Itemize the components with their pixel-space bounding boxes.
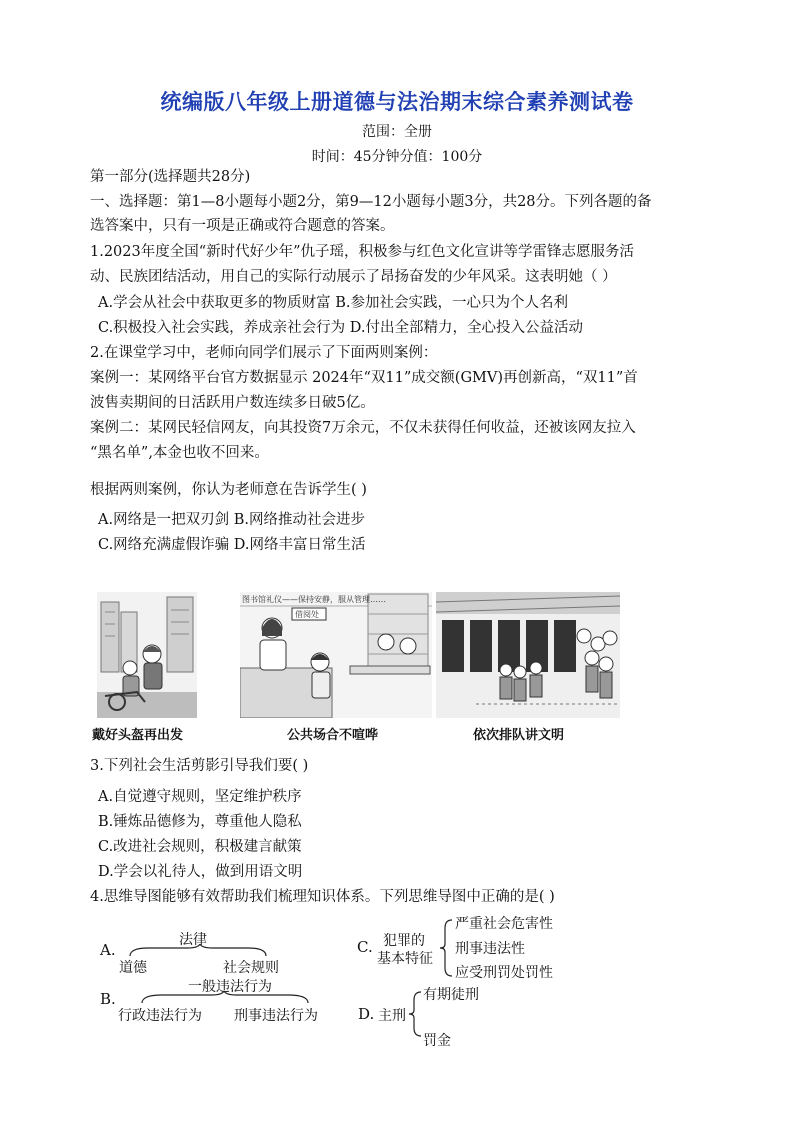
mindmap-c-item: 刑事违法性 bbox=[455, 941, 525, 957]
mindmap-c-item: 应受刑罚处罚性 bbox=[455, 965, 553, 981]
mindmap-a-label: A. bbox=[100, 941, 116, 959]
exam-time-score: 时间：45分钟分值：100分 bbox=[311, 149, 483, 165]
q2-options-cd: C.网络充满虚假诈骗 D.网络丰富日常生活 bbox=[98, 537, 366, 553]
part1-instructions: 一、选择题：第1—8小题每小题2分，第9—12小题每小题3分，共28分。下列各题的备 bbox=[90, 194, 652, 210]
q3-option-d: D.学会以礼待人，做到用语文明 bbox=[98, 864, 303, 880]
q2-case1: 案例一：某网络平台官方数据显示 2024年“双11”成交额(GMV)再创新高，“双11”首 bbox=[90, 370, 638, 386]
q3-option-a: A.自觉遵守规则，坚定维护秩序 bbox=[98, 789, 302, 805]
mindmap-b-left: 行政违法行为 bbox=[118, 1008, 202, 1024]
exam-title: 统编版八年级上册道德与法治期末综合素养测试卷 bbox=[160, 90, 634, 114]
q1-stem: 1.2023年度全国“新时代好少年”仇子瑶，积极参与红色文化宣讲等学雷锋志愿服务活 bbox=[90, 244, 635, 260]
q2-case2: 案例二：某网民轻信网友，向其投资7万余元，不仅未获得任何收益，还被该网友拉入 bbox=[90, 420, 636, 436]
mindmap-d-item: 有期徒刑 bbox=[423, 987, 479, 1003]
q2-case2-cont: “黑名单”,本金也收不回来。 bbox=[90, 445, 269, 461]
mindmap-a-brace bbox=[118, 944, 284, 958]
library-caption: 公共场合不喧哗 bbox=[287, 728, 379, 743]
mindmap-c-label: C. bbox=[357, 938, 373, 956]
mindmap-c-root-line2: 基本特征 bbox=[377, 951, 433, 967]
queue-caption: 依次排队讲文明 bbox=[473, 728, 565, 743]
part1-instructions-cont: 选答案中，只有一项是正确或符合题意的答案。 bbox=[90, 218, 395, 234]
q2-stem: 2.在课堂学习中，老师向同学们展示了下面两则案例： bbox=[90, 345, 438, 361]
q4-stem: 4.思维导图能够有效帮助我们梳理知识体系。下列思维导图中正确的是( ) bbox=[90, 889, 555, 905]
q3-stem: 3.下列社会生活剪影引导我们要( ) bbox=[90, 758, 309, 774]
mindmap-c-root-line1: 犯罪的 bbox=[383, 933, 425, 949]
q2-options-ab: A.网络是一把双刃剑 B.网络推动社会进步 bbox=[98, 512, 365, 528]
q2-question: 根据两则案例，你认为老师意在告诉学生( ) bbox=[90, 482, 367, 498]
q1-options-cd: C.积极投入社会实践，养成亲社会行为 D.付出全部精力，全心投入公益活动 bbox=[98, 320, 584, 336]
mindmap-b-brace bbox=[128, 991, 328, 1005]
mindmap-b-label: B. bbox=[100, 990, 116, 1008]
part1-heading: 第一部分(选择题共28分) bbox=[90, 169, 251, 185]
q3-option-c: C.改进社会规则，积极建言献策 bbox=[98, 839, 302, 855]
queue-illustration bbox=[436, 592, 620, 718]
mindmap-a-right: 社会规则 bbox=[223, 960, 279, 976]
library-desk-sign: 借阅处 bbox=[295, 610, 319, 619]
mindmap-b-top: 一般违法行为 bbox=[188, 979, 272, 995]
mindmap-d-brace bbox=[408, 990, 424, 1038]
q1-stem-cont: 动、民族团结活动，用自己的实际行动展示了昂扬奋发的少年风采。这表明她（ ） bbox=[90, 269, 617, 285]
mindmap-c-brace bbox=[439, 918, 455, 978]
library-illustration bbox=[240, 592, 432, 718]
mindmap-b-right: 刑事违法行为 bbox=[234, 1008, 318, 1024]
helmet-illustration bbox=[97, 592, 197, 718]
q2-case1-cont: 波售卖期间的日活跃用户数连续多日破5亿。 bbox=[90, 395, 375, 411]
mindmap-c-item: 严重社会危害性 bbox=[455, 916, 553, 932]
mindmap-d-item: 罚金 bbox=[423, 1033, 451, 1049]
mindmap-d-label: D. bbox=[358, 1005, 375, 1023]
mindmap-a-left: 道德 bbox=[119, 960, 147, 976]
exam-scope: 范围：全册 bbox=[362, 124, 432, 140]
q1-options-ab: A.学会从社会中获取更多的物质财富 B.参加社会实践，一心只为个人名利 bbox=[98, 295, 568, 311]
mindmap-a-top: 法律 bbox=[179, 932, 207, 948]
q3-option-b: B.锤炼品德修为，尊重他人隐私 bbox=[98, 814, 302, 830]
library-etiquette-sign: 图书馆礼仪——保持安静，服从管理…… bbox=[242, 595, 386, 604]
helmet-caption: 戴好头盔再出发 bbox=[92, 728, 184, 743]
mindmap-d-root: 主刑 bbox=[378, 1008, 406, 1024]
